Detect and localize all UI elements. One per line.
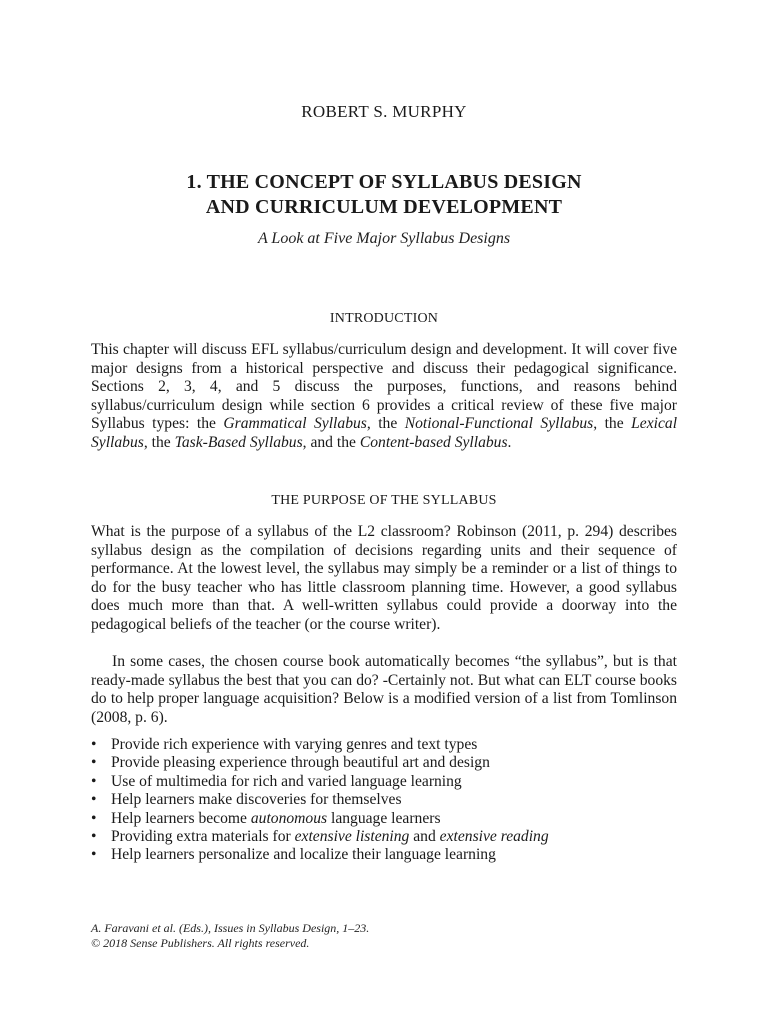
intro-text-2: , the [366,415,405,433]
grammatical-syllabus-term: Grammatical Syllabus [223,415,367,433]
intro-text-6: . [507,433,512,451]
copyright-line: © 2018 Sense Publishers. All rights reserved. [91,936,310,950]
extensive-listening-term: extensive listening [294,828,410,846]
publication-footer [91,921,677,951]
bullet-marker: • [91,791,97,809]
bullet-marker: • [91,809,97,827]
list-item [91,791,677,809]
intro-text-4: , the [143,433,175,451]
list-item-text: Providing extra materials for [111,828,295,846]
list-item [91,810,677,828]
list-item-text: Help learners become [111,809,251,827]
list-item [91,828,677,846]
bullet-marker: • [91,846,97,864]
list-item-text: and [409,828,440,846]
chapter-title-line-1: 1. THE CONCEPT OF SYLLABUS DESIGN [186,171,582,193]
list-item-text: Help learners make discoveries for themselves [111,791,402,809]
content-based-syllabus-term: Content-based Syllabus [359,433,508,451]
intro-text-3: , the [593,415,632,433]
citation-line: A. Faravani et al. (Eds.), Issues in Syllabus Design, 1–23. [91,921,370,935]
list-item [91,846,677,864]
introduction-heading: INTRODUCTION [329,311,439,326]
bullet-marker: • [91,772,97,790]
tomlinson-list [91,736,677,865]
list-item [91,754,677,772]
chapter-title-line-2: AND CURRICULUM DEVELOPMENT [205,196,563,218]
bullet-marker: • [91,754,97,772]
author-name: ROBERT S. MURPHY [301,102,467,121]
bullet-marker: • [91,736,97,753]
list-item-text: Provide rich experience with varying genres and text types [111,736,478,753]
extensive-reading-term: extensive reading [439,828,549,846]
purpose-paragraph-2: In some cases, the chosen course book automatically becomes “the syllabus”, but is that ready-made syllabus the best that you can do? -Certainly not. But what can ELT course books do to help proper language acquisition? Below is a modified version of a list from Tomlinson (2008, p. 6). [91,653,677,726]
intro-text-1: This chapter will discuss EFL syllabus/curriculum design and development. It will cover five major designs from a historical perspective and discuss their pedagogical significance. Sections 2, 3, 4, and 5 discuss the purposes, functions, and reasons behind syllabus/curriculum design while section 6 provides a critical review of these five major Syllabus types: the [91,341,677,433]
purpose-heading: THE PURPOSE OF THE SYLLABUS [271,493,497,508]
notional-functional-syllabus-term: Notional-Functional Syllabus [404,415,594,433]
lexical-syllabus-term: Lexical Syllabus [91,415,678,451]
chapter-title [0,170,768,220]
intro-text-5: , and the [302,433,360,451]
autonomous-term: autonomous [250,809,328,827]
introduction-paragraph [91,341,677,453]
list-item-text: Help learners personalize and localize their language learning [111,846,496,864]
list-item-text: language learners [327,809,441,827]
purpose-paragraph-1: What is the purpose of a syllabus of the L2 classroom? Robinson (2011, p. 294) describes syllabus design as the compilation of decisions regarding units and their sequence of performance. At the lowest level, the syllabus may simply be a reminder or a list of things to do for the busy teacher who has little classroom planning time. However, a good syllabus does much more than that. A well-written syllabus could provide a doorway into the pedagogical beliefs of the teacher (or the course writer). [91,523,677,633]
chapter-subtitle: A Look at Five Major Syllabus Designs [257,230,511,247]
list-item [91,773,677,791]
bullet-marker: • [91,828,97,846]
list-item [91,736,677,754]
list-item-text: Provide pleasing experience through beautiful art and design [111,754,490,772]
list-item-text: Use of multimedia for rich and varied language learning [111,772,462,790]
task-based-syllabus-term: Task-Based Syllabus [174,433,303,451]
